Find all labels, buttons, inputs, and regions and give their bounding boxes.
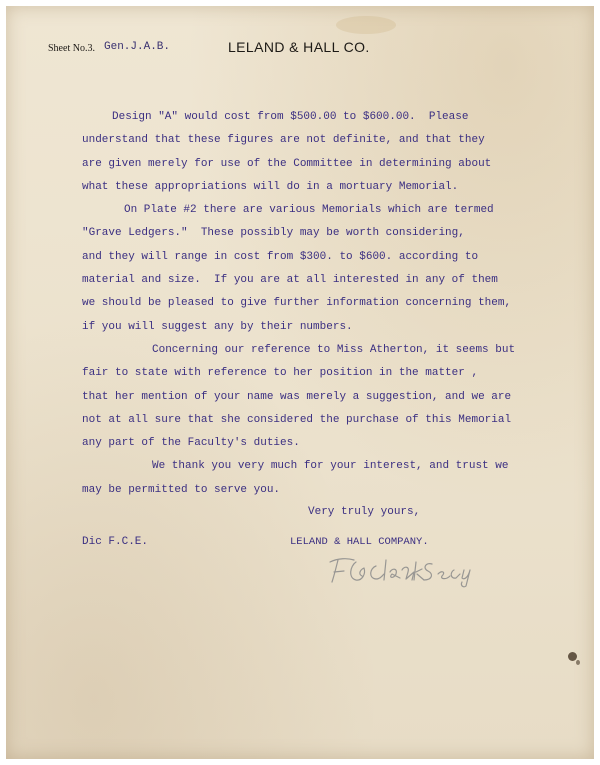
ink-stain xyxy=(576,660,580,665)
sheet-number: Sheet No.3. xyxy=(48,43,95,54)
letter-sheet xyxy=(6,6,594,759)
company-name: LELAND & HALL CO. xyxy=(228,39,370,55)
body-line: if you will suggest any by their numbers. xyxy=(82,320,353,333)
body-line: material and size. If you are at all interested in any of them xyxy=(82,274,498,287)
body-line: fair to state with reference to her position in the matter , xyxy=(82,367,479,380)
letterhead xyxy=(48,40,564,60)
closing-company: LELAND & HALL COMPANY. xyxy=(290,536,429,548)
body-line: "Grave Ledgers." These possibly may be worth considering, xyxy=(82,227,465,240)
letter-body xyxy=(82,106,552,502)
body-line: On Plate #2 there are various Memorials which are termed xyxy=(124,204,494,217)
body-line: Concerning our reference to Miss Atherton, it seems but xyxy=(152,343,516,356)
body-line: any part of the Faculty's duties. xyxy=(82,437,300,450)
ink-stain xyxy=(568,652,577,661)
body-line: are given merely for use of the Committee in determining about xyxy=(82,157,492,170)
body-line: not at all sure that she considered the purchase of this Memorial xyxy=(82,413,512,426)
body-line: that her mention of your name was merely a suggestion, and we are xyxy=(82,390,512,403)
body-line: may be permitted to serve you. xyxy=(82,483,281,496)
body-line: We thank you very much for your interest, and trust we xyxy=(152,460,509,473)
dictation-initials: Dic F.C.E. xyxy=(82,536,149,548)
body-line: Design "A" would cost from $500.00 to $600.00. Please xyxy=(112,111,469,123)
handwritten-signature xyxy=(324,552,484,588)
paper-stain xyxy=(336,16,396,34)
salutation: Very truly yours, xyxy=(308,506,421,518)
reference-code: Gen.J.A.B. xyxy=(104,41,171,53)
body-line: understand that these figures are not definite, and that they xyxy=(82,134,485,147)
body-line: what these appropriations will do in a mortuary Memorial. xyxy=(82,180,459,193)
body-line: and they will range in cost from $300. to $600. according to xyxy=(82,250,479,263)
body-line: we should be pleased to give further information concerning them, xyxy=(82,297,512,310)
